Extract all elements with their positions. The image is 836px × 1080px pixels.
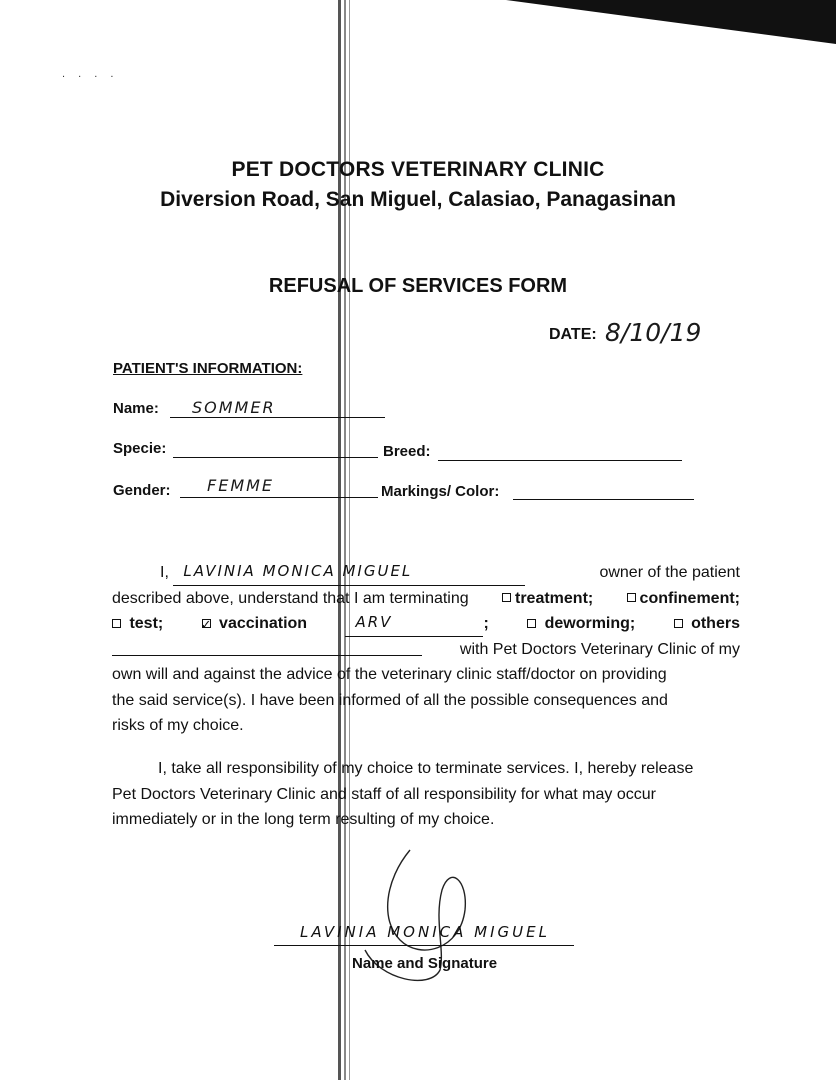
gender-field-line <box>180 497 378 498</box>
deworming-checkbox <box>527 619 536 628</box>
name-label: Name: <box>113 400 159 417</box>
breed-label: Breed: <box>383 443 431 460</box>
confinement-label: confinement; <box>639 589 740 607</box>
owner-text: owner of the patient <box>599 564 740 581</box>
gender-label: Gender: <box>113 482 171 499</box>
breed-field-line <box>438 460 682 461</box>
scan-dots: . . . . <box>62 68 119 80</box>
release-statement <box>112 756 740 833</box>
gender-value: FEMME <box>207 476 275 495</box>
signature-printed-name: LAVINIA MONICA MIGUEL <box>300 923 550 941</box>
others-checkbox <box>674 619 683 628</box>
clinic-name: PET DOCTORS VETERINARY CLINIC <box>231 158 605 181</box>
name-value: SOMMER <box>192 398 276 417</box>
statement-line <box>112 560 740 586</box>
refusal-statement <box>112 560 740 739</box>
treatment-label: treatment; <box>514 589 594 607</box>
release-line2: Pet Doctors Veterinary Clinic and staff of all responsibility for what may occur <box>112 785 656 803</box>
specie-label: Specie: <box>113 440 167 457</box>
owner-name-field <box>173 562 525 586</box>
statement-line <box>112 611 740 637</box>
statement-i: I, <box>160 564 169 581</box>
others-field <box>112 637 422 656</box>
statement-line2: described above, understand that I am terminating <box>112 589 469 607</box>
others-label: others <box>691 615 740 632</box>
date-value: 8/10/19 <box>605 318 702 347</box>
vaccination-semicolon: ; <box>483 615 489 632</box>
vaccination-field <box>345 613 483 637</box>
test-label: test; <box>129 615 164 632</box>
signature-label: Name and Signature <box>352 955 498 972</box>
signature-line <box>274 945 574 946</box>
patient-info-heading: PATIENT'S INFORMATION: <box>113 360 303 377</box>
markings-field-line <box>513 499 694 500</box>
specie-field-line <box>173 457 378 458</box>
statement-line7: risks of my choice. <box>112 717 244 734</box>
scan-corner-artifact <box>506 0 836 44</box>
treatment-checkbox <box>502 593 511 602</box>
test-checkbox <box>112 619 121 628</box>
statement-line <box>112 586 740 612</box>
statement-line6: the said service(s). I have been informed of all the possible consequences and <box>112 691 668 709</box>
form-title: REFUSAL OF SERVICES FORM <box>268 275 568 297</box>
vaccination-checkbox: ✓ <box>200 616 212 632</box>
confinement-checkbox <box>627 593 636 602</box>
release-line3: immediately or in the long term resulting of my choice. <box>112 811 495 828</box>
vaccination-value: ARV <box>355 613 393 631</box>
owner-name-value: LAVINIA MONICA MIGUEL <box>183 562 413 580</box>
statement-line4: with Pet Doctors Veterinary Clinic of my <box>459 640 740 658</box>
statement-line5: own will and against the advice of the veterinary clinic staff/doctor on providing <box>112 666 667 683</box>
clinic-address: Diversion Road, San Miguel, Calasiao, Panagasinan <box>160 188 676 211</box>
markings-label: Markings/ Color: <box>381 483 500 500</box>
release-line1: I, take all responsibility of my choice to terminate services. I, hereby release <box>158 760 694 777</box>
statement-line <box>112 637 740 663</box>
vaccination-label: vaccination <box>219 615 308 632</box>
deworming-label: deworming; <box>544 615 636 632</box>
name-field-line <box>170 417 385 418</box>
date-label: DATE: <box>549 326 597 343</box>
